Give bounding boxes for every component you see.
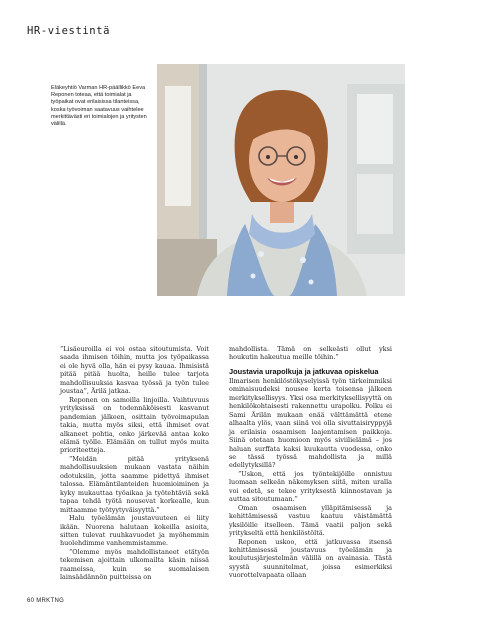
paragraph: ”Olemme myös mahdollistaneet etätyön tekemisen ajoittain ulkomailta käsin niissä raameissa, kuin se suomalaisen lainsäädännön puitteissa on [60,547,209,582]
paragraph: Ilmarisen henkilöstökyselyissä työn tärkeimmiksi ominaisuudeksi nousee kerta toisensa jälkeen merkityksellisyys. Yksi osa merkityksellisyyttä on henkilökohtaisesti rakennettu urapolku. Polku ei Sami Ärilän mukaan enää välttämättä etene alhaalta ylös, vaan siinä voi olla sivuttaisiryppyjä ja erilaisia osaamisen laajentamisen paikkoja. Siinä otetaan huomioon myös siviilielämä – jos haluan surffata kaksi kuukautta vuodessa, onko se tässä työssä mahdollista ja millä edellytyksillä? [229,376,392,470]
paragraph: Reponen on samoilla linjoilla. Vaihtuvuus yrityksissä on todennäköisesti kasvanut pandemian jälkeen, osittain työvoimapulan takia, mutta myös siksi, että ihmiset ovat alkaneet pohtia, onko järkevää antaa koko elämä työlle. Elämään on tullut myös muita prioriteetteja. [60,395,209,455]
paragraph: Reponen uskoo, että jatkuvassa itsensä kehittämisessä joustavuus työelämän ja koulutusjärjestelmän välillä on avainasia. Tästä syystä suunnitelmat, joissa esimerkiksi vuorottelvapaata ollaan [229,537,392,580]
subheading: Joustavia urapolkuja ja jatkuvaa opiskelua [229,366,379,376]
article-column-left [60,345,209,582]
section-title: HR-viestintä [27,25,111,37]
portrait-photo-icon [157,64,405,296]
paragraph: Halu työelämän joustavuuteen ei liity ikään. Nuorena halutaan kokeilla asioita, sitten tulevat ruuhkavuodet ja myöhemmin huolehdimme vanhemmistamme. [60,514,209,548]
paragraph: ”Meidän pitää yrityksenä mahdollisuuksien mukaan vastata näihin odotuksiin, jotta saamme pidettyä ihmiset talossa. Elämäntilanteiden huomioiminen ja kyky mukauttaa työaikaa ja työtehtäviä sekä tapaa tehdä työtä nousevat korkealle, kun mittaamme työtyytyväisyyttä.” [60,454,209,514]
article-column-right [229,345,392,580]
photo-caption-text: Eläkeyhtiö Varman HR-päällikkö Eeva Reponen toteaa, että toimialat ja työpaikat ovat erilaisissa tilanteissa, koska työvoiman saatavuus vaihtelee merkittävästi eri toimialojen ja yritysten välillä. [51,85,147,128]
paragraph: ”Uskon, että jos työntekijöille onnistuu luomaan selkeän näkemyksen siitä, miten uralla voi edetä, se tekee yrityksestä kiinnostavan ja auttaa sitoutumaan.” [229,469,392,504]
page-number-footer: 60 MRKTNG [27,598,65,604]
photo-caption [51,85,151,128]
paragraph: mahdollista. Tämä on selkeästi ollut yksi houkutin hakeutua meille töihin.” [229,345,392,362]
portrait-photo [157,64,405,296]
paragraph: ”Lisäeuroilla ei voi ostaa sitoutumista. Voit saada ihmisen töihin, mutta jos työpaikassa ei ole hyvä olla, hän ei pysy kauaa. Ihmisistä pitää pitää huolta, heille tulee tarjota mahdollisuuksia kasvaa työssä ja työn tulee joustaa”, Ärilä jatkaa. [60,345,209,396]
paragraph: Oman osaamisen ylläpitämisessä ja kehittämisessä vastuu kaatuu väistämättä yksilöille itselleen. Tämä vaatii paljon sekä yritykseltä että henkilöstöltä. [229,503,392,538]
